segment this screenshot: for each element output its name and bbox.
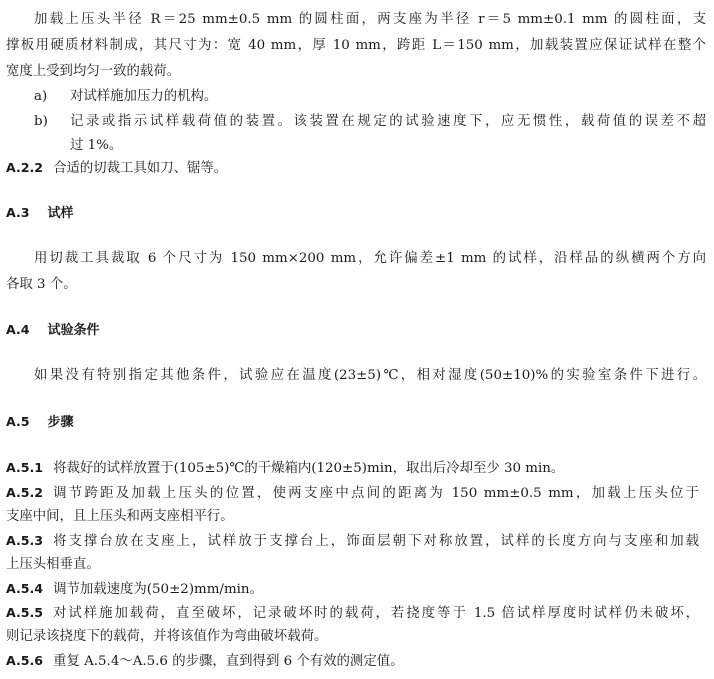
clause-a-5-5 [6, 603, 706, 623]
intro-line-2: 撑板用硬质材料制成，其尺寸为：宽 40 mm，厚 10 mm，跨距 L＝150 mm，加载装置应保证试样在整个 [6, 38, 706, 53]
clause-number: A.5.2 [6, 485, 44, 500]
clause-a-5-6 [6, 651, 404, 671]
list-label-a: a) [34, 89, 48, 104]
clause-number: A.5.3 [6, 533, 44, 548]
section-heading-a3 [6, 203, 74, 223]
clause-a-5-2-line-2: 支座中间，且上压头和两支座相平行。 [6, 509, 234, 524]
clause-number: A.5.5 [6, 605, 44, 620]
clause-a-5-4 [6, 579, 263, 599]
clause-text-1: 将支撑台放在支座上，试样放于支撑台上，饰面层朝下对称放置，试样的长度方向与支座和加载 [53, 534, 700, 549]
intro-line-1: 加载上压头半径 R＝25 mm±0.5 mm 的圆柱面，两支座为半径 r＝5 mm±0.1 mm 的圆柱面，支 [34, 12, 706, 27]
section-a3-line-2: 各取 3 个。 [6, 277, 77, 292]
list-item-b [34, 112, 706, 132]
list-text-b-2: 过 1%。 [70, 138, 123, 153]
clause-text-1: 调节跨距及加载上压头的位置，使两支座中点间的距离为 150 mm±0.5 mm，加载上压头位于 [53, 486, 700, 501]
clause-a-5-2 [6, 483, 706, 503]
clause-a-2-2 [6, 158, 227, 178]
section-heading-a4 [6, 320, 100, 340]
list-item-a [34, 87, 217, 107]
clause-number: A.2.2 [6, 160, 44, 175]
clause-text: 合适的切裁工具如刀、锯等。 [53, 161, 228, 176]
section-title: 试验条件 [47, 323, 100, 338]
clause-text-1: 对试样施加载荷，直至破坏，记录破坏时的载荷，若挠度等于 1.5 倍试样厚度时试样仍未破坏， [53, 606, 700, 621]
list-label-b: b) [34, 114, 48, 129]
section-number: A.3 [6, 205, 30, 220]
clause-text: 调节加载速度为(50±2)mm/min。 [53, 582, 263, 597]
section-a4-line-1: 如果没有特别指定其他条件，试验应在温度(23±5)℃，相对湿度(50±10)%的实验室条件下进行。 [34, 368, 706, 383]
section-number: A.5 [6, 414, 30, 429]
section-title: 步骤 [47, 415, 74, 430]
list-text-b-1: 记录或指示试样载荷值的装置。该装置在规定的试验速度下，应无惯性，载荷值的误差不超 [70, 114, 706, 129]
clause-a-5-3-line-2: 上压头相垂直。 [6, 557, 100, 572]
section-number: A.4 [6, 322, 30, 337]
section-heading-a5 [6, 412, 74, 432]
clause-a-5-5-line-2: 则记录该挠度下的载荷，并将该值作为弯曲破坏载荷。 [6, 629, 328, 644]
section-title: 试样 [47, 206, 74, 221]
clause-number: A.5.4 [6, 581, 44, 596]
clause-a-5-1 [6, 458, 564, 478]
clause-number: A.5.1 [6, 460, 44, 475]
list-text-a: 对试样施加压力的机构。 [70, 89, 218, 104]
clause-number: A.5.6 [6, 653, 44, 668]
clause-text: 重复 A.5.4～A.5.6 的步骤，直到得到 6 个有效的测定值。 [53, 654, 404, 669]
section-a3-line-1: 用切裁工具裁取 6 个尺寸为 150 mm×200 mm，允许偏差±1 mm 的试样，沿样品的纵横两个方向 [34, 251, 706, 266]
clause-a-5-3 [6, 531, 706, 551]
intro-line-3: 宽度上受到均匀一致的载荷。 [6, 64, 181, 79]
clause-text: 将裁好的试样放置于(105±5)℃的干燥箱内(120±5)min，取出后冷却至少 30 min。 [53, 461, 565, 476]
